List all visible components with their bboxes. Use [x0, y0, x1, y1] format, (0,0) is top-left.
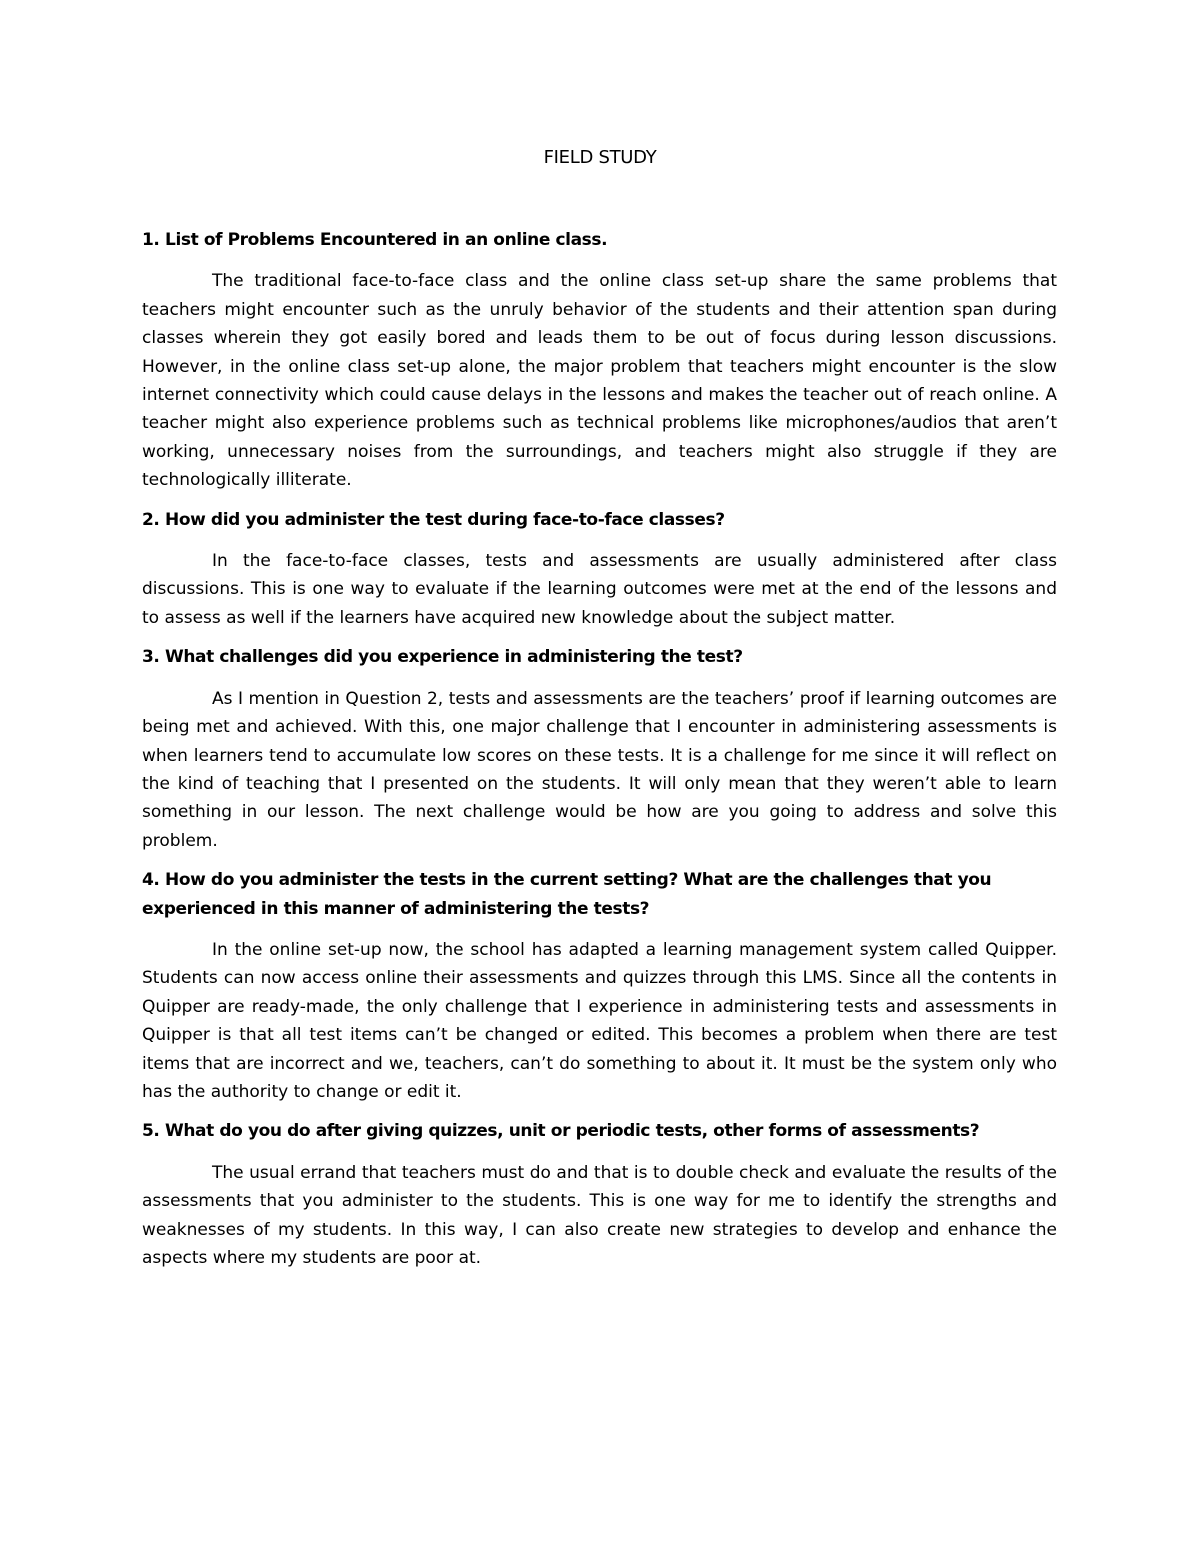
- document-title: FIELD STUDY: [543, 147, 657, 168]
- question-heading: 3. What challenges did you experience in administering the test?: [142, 647, 743, 668]
- question-heading: 2. How did you administer the test during face-to-face classes?: [142, 509, 725, 530]
- answer-paragraph: As I mention in Question 2, tests and assessments are the teachers’ proof if learning outcomes are being met and achieved. With this, one major challenge that I encounter in administering assessments is when learners tend to accumulate low scores on these tests. It is a challenge for me since it will reflect on the kind of teaching that I presented on the students. It will only mean that they weren’t able to learn something in our lesson. The next challenge would be how are you going to address and solve this problem.: [142, 688, 1057, 851]
- answer-paragraph: In the face-to-face classes, tests and assessments are usually administered after class discussions. This is one way to evaluate if the learning outcomes were met at the end of the lessons and to assess as well if the learners have acquired new knowledge about the subject matter.: [142, 551, 1057, 628]
- section-5: [142, 1117, 1057, 1272]
- document-body: [142, 226, 1057, 1272]
- section-4: [142, 866, 1057, 1106]
- section-1: [142, 226, 1057, 495]
- question-heading: 1. List of Problems Encountered in an online class.: [142, 230, 608, 250]
- answer-paragraph: The traditional face-to-face class and the online class set-up share the same problems that teachers might encounter such as the unruly behavior of the students and their attention span during classes wherein they got easily bored and leads them to be out of focus during lesson discussions. However, in the online class set-up alone, the major problem that teachers might encounter is the slow internet connectivity which could cause delays in the lessons and makes the teacher out of reach online. A teacher might also experience problems such as technical problems like microphones/audios that aren’t working, unnecessary noises from the surroundings, and teachers might also struggle if they are technologically illiterate.: [142, 271, 1057, 491]
- section-3: [142, 643, 1057, 855]
- answer-paragraph: The usual errand that teachers must do and that is to double check and evaluate the results of the assessments that you administer to the students. This is one way for me to identify the strengths and weaknesses of my students. In this way, I can also create new strategies to develop and enhance the aspects where my students are poor at.: [142, 1162, 1057, 1268]
- section-2: [142, 506, 1057, 633]
- answer-paragraph: In the online set-up now, the school has adapted a learning management system called Quipper. Students can now access online their assessments and quizzes through this LMS. Since all the contents in Quipper are ready-made, the only challenge that I experience in administering tests and assessments in Quipper is that all test items can’t be changed or edited. This becomes a problem when there are test items that are incorrect and we, teachers, can’t do something to about it. It must be the system only who has the authority to change or edit it.: [142, 939, 1057, 1102]
- question-heading: 4. How do you administer the tests in the current setting? What are the challenges that you experienced in this manner of administering the tests?: [142, 870, 992, 919]
- question-heading: 5. What do you do after giving quizzes, unit or periodic tests, other forms of assessments?: [142, 1121, 980, 1142]
